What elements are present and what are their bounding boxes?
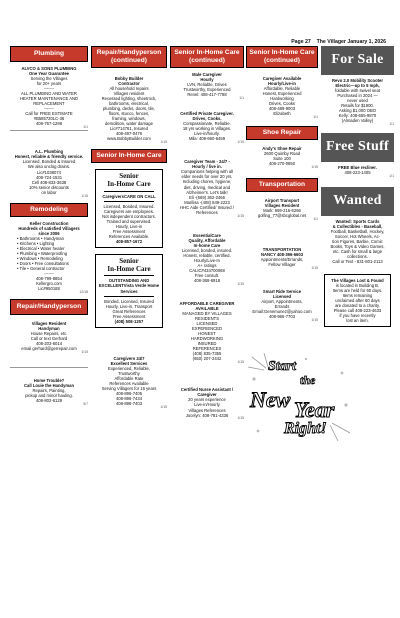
ad-andys-shoe: Andy's Shoe Repair 2600 Quimby Road Suite 100 408-270-0850 1/15 [262, 146, 318, 170]
ad-alvco: ALVCO & SONS PLUMBING One Year Guarantee Serving the Villages for 20+ years ------- ALL PLUMBING AND WATER HEATER MAINTENANCE AND REPLACEMENT ------- Call for FREE ESTIMATE #B585720LC-36 408-767-1298 1/1 [19, 66, 88, 130]
section-senior-care-cont-2: Senior In-Home Care (continued) [246, 46, 318, 68]
section-for-sale: For Sale [321, 46, 394, 75]
ad-smart-ride: Smart Ride Service Licensed Airport, Appointments, Errands Email:Genemunez@yahoo.com 408-966-7703 1/15 [252, 288, 318, 322]
column-5 [321, 46, 394, 611]
ad-bobby-builder: Bobby Builder Contractor All household repairs Villages resident Recessed lighting, sheetrock, bathrooms, electrical, plumbing, decks, doors, tile, floors, stucco, fences, framing, windows, demolition, water damage Lic#714761, Insured 408-497-0476 www.BobbyBuilder.com 1/15 [101, 76, 167, 145]
ad-caregivers-247: Caregivers 24/7 Excellent Services Experienced, Reliable, Trustworthy Affordable Rate References Available Serving Villagers for 15 years 408-896-7405 408-896-7434 408-896-7403 1/15 [101, 355, 167, 409]
ad-lost-and-found: The Villages Lost & Found is located in Building B. Items are held for 60 days. Items remaining unclaimed after 60 days are donated to a charity. Please call 408-223-4633 if you have recently lost an item. [324, 274, 391, 327]
section-plumbing: Plumbing [10, 46, 88, 62]
section-remodeling: Remodeling [10, 203, 88, 217]
ad-airport-transport: Airport Transport Villages Resident Mark: 669-216-6266 golfing_77@sbcglobal.net 1/1 [257, 198, 318, 222]
ad-keller: Keller Construction Hundreds of satisfied Villagers since 2006 • Bathrooms • Handyman • Kitchens • Lighting • Electrical • Water heater • Plumbing • Waterproofing • Windows • Remodeling • Doors • Free consultations • Tile • General contractor ------- 408-799-8854 Kellergro.com Lic#950188 12/18 [10, 221, 88, 291]
ad-revo-scooter: Revo 2.0 Mobility Scooter Electric—up to 5 mph, foldable with swivel seat Purchased in 2024 — never used Retails for $1900. Asking $1,000 OBO Kelly: 408-655-9870 (Almaden Valley) 1/1 [332, 77, 394, 126]
ad-al-plumbing: A.L. Plumbing Honest, reliable & friendly service. Licensed, Bonded & Insured We also unclog drains. Lic#1038074 408-724-1531 Cell 408-833-3638 10% senior discounts on labor 1/15 [14, 149, 88, 198]
section-shoe-repair: Shoe Repair [246, 126, 318, 140]
ad-transportation-nancy: TRANSPORTATION NANCY 408-396-6603 Appointments/Errands, Fellow Villager 1/15 [260, 246, 318, 270]
page-header: Page 27 The Villager January 1, 2026 [291, 39, 386, 45]
ad-caregiver-available: Caregiver Available Hourly/Live-in Affordable, Reliable Honest, Experienced Hardworking Drives, Cooks 408-489-9003 Elizabeth 1/1 [262, 76, 318, 120]
ad-cna-caregiver: Certified Nurse Assistant / Caregiver 20 years experience Live-in/Hourly Villages References Jocelyn: 408-781-4336 1/15 [180, 387, 244, 421]
ad-caregiver-team: Caregiver Team - 24/7 - Hourly / live in. Companions helping with all elder needs for over 20 yrs. Including chores, hygiene, diet, driving, medical and Alzheimer's. Let's talk! Eli -(669) 362-2466 Marilisa -(408) 849-2223 HHC Aide Certified/ Insured / References 1/15 [180, 159, 244, 218]
ad-certified-private: Certified Private Caregiver. Drives, Cooks. Compassionate, Reliable. 18 yrs working in Villages. Live-in/hourly. Mila: 408-660-6459 1/15 [180, 111, 244, 145]
keller-services: • Bathrooms • Handyman • Kitchens • Lighting • Electrical • Water heater • Plumbing • Waterproofing • Windows • Remodeling • Doors • Free consultations • Tile • General contractor [17, 235, 69, 271]
ad-vista-verde: Senior In-Home Care OUTSTANDING AND EXCELLENTVista Verde Home Services Bonded, Licensed, Insured Hourly, Live-in, Transport Great References Free Assessment (408) 508-1257 [95, 254, 163, 328]
column-4 [246, 46, 335, 611]
ad-affordable-caregiver: AFFORDABLE CAREGIVER AVAILABLE MANAGED BY VILLAGES RESIDENTS LICENSED EXPERIENCED HONEST HARDWORKING INSURED REFERENCES (408) 835-7355 (650) 207-2442 1/15 [179, 301, 244, 365]
section-handyperson-cont: Repair/Handyperson (continued) [91, 46, 167, 68]
column-2 [91, 46, 167, 611]
ad-villages-handyman: Villages Resident Handyman House Repairs, etc. Call or text Gerhard 408-203-6014 email gerhard@gerrepair.com 1/15 [21, 321, 88, 355]
column-3 [170, 46, 244, 611]
section-wanted: Wanted [321, 187, 394, 216]
section-free-stuff: Free Stuff [321, 133, 394, 162]
ad-louie: Home Trouble? Call Louie the Handyman Repairs, Painting, pickup and minor hauling. 408-802-6128 5/7 [23, 378, 88, 407]
section-senior-care-cont: Senior In-Home Care (continued) [170, 46, 244, 68]
ad-male-caregiver: Male Caregiver Hourly LVN, Reliable, Drives Trustworthy, Experienced Renel: 408-417-7788 1/1 [183, 72, 244, 101]
section-senior-care: Senior In-Home Care [91, 149, 167, 163]
new-year-graphic: Start the New Year Right! [246, 353, 356, 443]
ad-wanted-sports-cards: Wanted: Sports Cards & Collectibles - Baseball, Football, Basketball, Hockey, Soccer, Hot Wheels, Ac- tion Figures, Barbie, Comic Books, Toys & Video Games, etc. Cash for small & large collections. Call or Text - 831-801-2113 [330, 218, 385, 264]
column-1 [10, 46, 88, 611]
section-handyperson: Repair/Handyperson [10, 299, 88, 315]
ad-free-recliner: FREE Blue recliner. 408-223-1405 1/1 [338, 164, 394, 178]
section-transportation: Transportation [246, 178, 318, 192]
ad-care-on-call: Senior In-Home Care CaregiversCARE ON CALL Licensed, Bonded, Insured. Caregivers are employees. Not independent contractors. Trained and supervised. Hourly, Live-in Free Assessment References Available. 408-857-1672 [95, 169, 163, 248]
ad-essentialcare: EssentialCare Quality, Affordable In-home Care Licensed, bonded, insured. Honest, reliable, certified. Hourly/Live-In A+ ratings CALIC#434700068 Free consult. 408-368-6918 1/15 [181, 232, 244, 286]
